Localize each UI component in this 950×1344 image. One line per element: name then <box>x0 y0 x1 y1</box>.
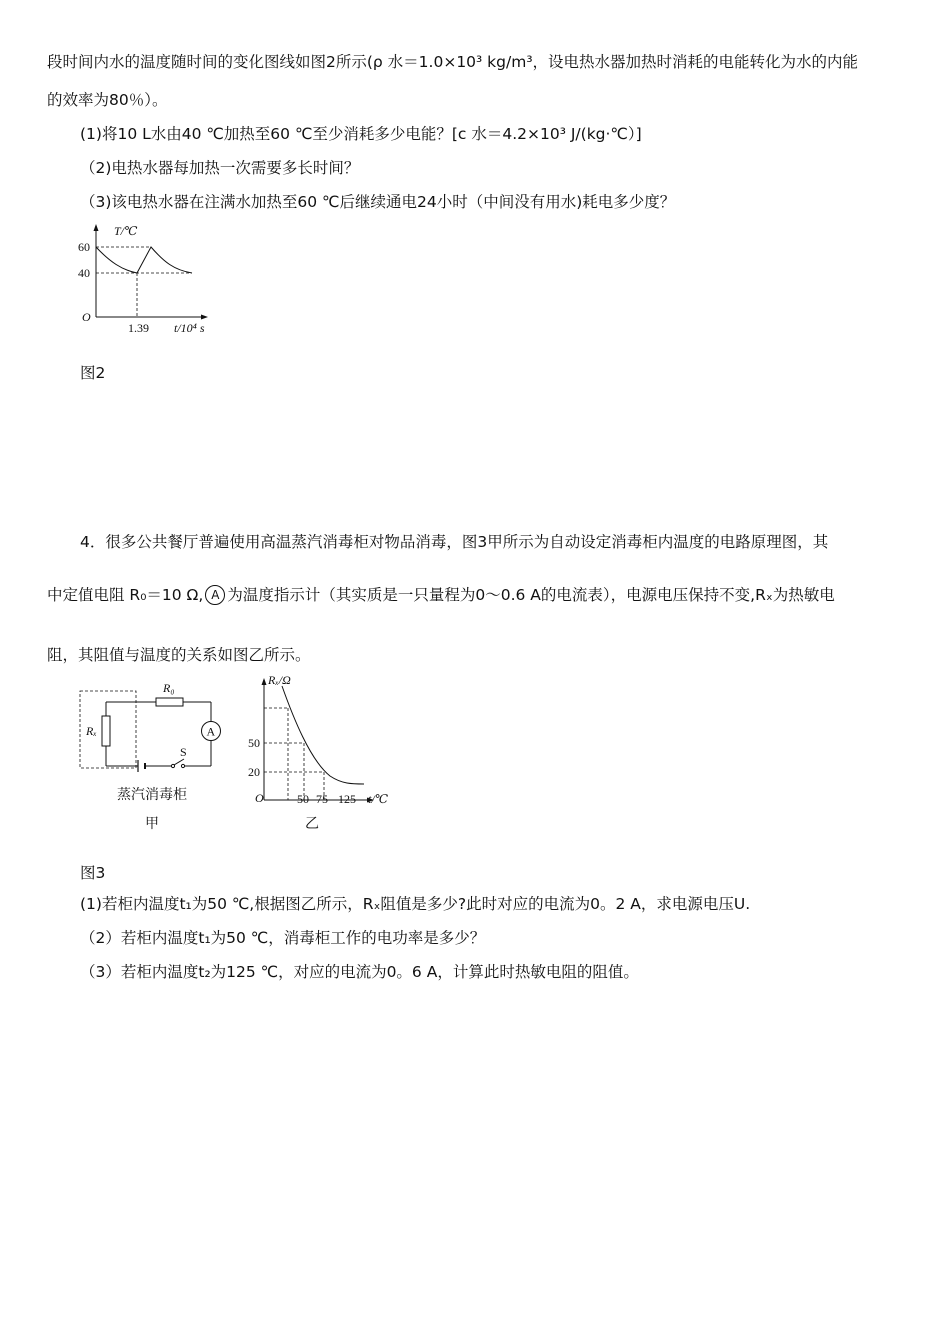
fig3b-x-tick-50: 50 <box>297 792 309 806</box>
figure-3b-caption: 乙 <box>305 816 319 832</box>
q3-subquestion-3: （3)该电热水器在注满水加热至60 ℃后继续通电24小时（中间没有用水)耗电多少度？ <box>80 193 676 211</box>
q3-subquestion-2: （2)电热水器每加热一次需要多长时间？ <box>80 159 360 177</box>
q4-text-line-1: 4．很多公共餐厅普遍使用高温蒸汽消毒柜对物品消毒，图3甲所示为自动设定消毒柜内温度的电路原理图，其 <box>80 533 829 551</box>
fig2-x-tick-1-39: 1.39 <box>128 321 149 335</box>
figure-3a-caption: 甲 <box>145 816 159 832</box>
figure-3-caption: 图3 <box>80 864 106 882</box>
q3-subquestion-1: (1)将10 L水由40 ℃加热至60 ℃至少消耗多少电能？[c 水＝4.2×10³ J/(kg·℃）] <box>80 125 642 143</box>
fig2-x-label: t/10⁴ s <box>174 321 205 335</box>
q4-text-line-2b: 为温度指示计（其实质是一只量程为0～0.6 A的电流表），电源电压保持不变,Rₓ为热敏电 <box>227 586 835 604</box>
figure-2-temperature-graph <box>70 222 230 337</box>
q4-text-line-2 <box>47 585 835 605</box>
q3-text-line-1: 段时间内水的温度随时间的变化图线如图2所示(ρ 水＝1.0×10³ kg/m³，设电热水器加热时消耗的电能转化为水的内能 <box>47 53 859 71</box>
ammeter-symbol-inline: A <box>205 585 225 605</box>
r0-label: R₀ <box>163 681 175 695</box>
fig2-y-tick-40: 40 <box>78 266 90 280</box>
fig3b-y-label: Rₓ/Ω <box>268 673 291 687</box>
q4-subquestion-3: （3）若柜内温度t₂为125 ℃，对应的电流为0。6 A，计算此时热敏电阻的阻值。 <box>80 963 639 981</box>
ammeter-letter: A <box>206 724 216 739</box>
fig3b-resistance-curve <box>282 686 364 784</box>
q4-text-line-2a: 中定值电阻 R₀＝10 Ω, <box>47 586 204 604</box>
fig2-x-axis-arrow <box>201 315 208 320</box>
fig2-origin: O <box>82 310 91 324</box>
figure-3b-resistance-graph <box>248 672 398 812</box>
switch-contact <box>181 764 184 767</box>
q4-text-line-3: 阻，其阻值与温度的关系如图乙所示。 <box>47 646 311 664</box>
fig3b-y-tick-20: 20 <box>248 765 260 779</box>
switch-label: S <box>180 745 187 759</box>
fig2-y-tick-60: 60 <box>78 240 90 254</box>
cabinet-label: 蒸汽消毒柜 <box>117 787 187 803</box>
fig3b-y-tick-50: 50 <box>248 736 260 750</box>
rx-resistor <box>102 716 110 746</box>
rx-label: Rₓ <box>86 724 97 738</box>
fig2-y-axis-arrow <box>94 224 99 231</box>
fig3b-y-axis-arrow <box>262 678 267 685</box>
fig3b-origin: O <box>255 791 264 805</box>
figure-3a-circuit-diagram <box>70 676 230 786</box>
r0-resistor <box>156 698 183 706</box>
fig3b-x-tick-125: 125 <box>338 792 356 806</box>
fig3b-x-tick-75: 75 <box>316 792 328 806</box>
fig2-temperature-curve <box>96 247 192 273</box>
q4-subquestion-2: （2）若柜内温度t₁为50 ℃，消毒柜工作的电功率是多少？ <box>80 929 486 947</box>
q4-subquestion-1: (1)若柜内温度t₁为50 ℃,根据图乙所示，Rₓ阻值是多少?此时对应的电流为0。2 A，求电源电压U. <box>80 895 751 913</box>
fig2-y-label: T/℃ <box>114 224 138 238</box>
q3-text-line-2: 的效率为80％）。 <box>47 91 168 109</box>
fig3b-x-label: t/℃ <box>368 792 389 806</box>
figure-2-caption: 图2 <box>80 364 106 382</box>
